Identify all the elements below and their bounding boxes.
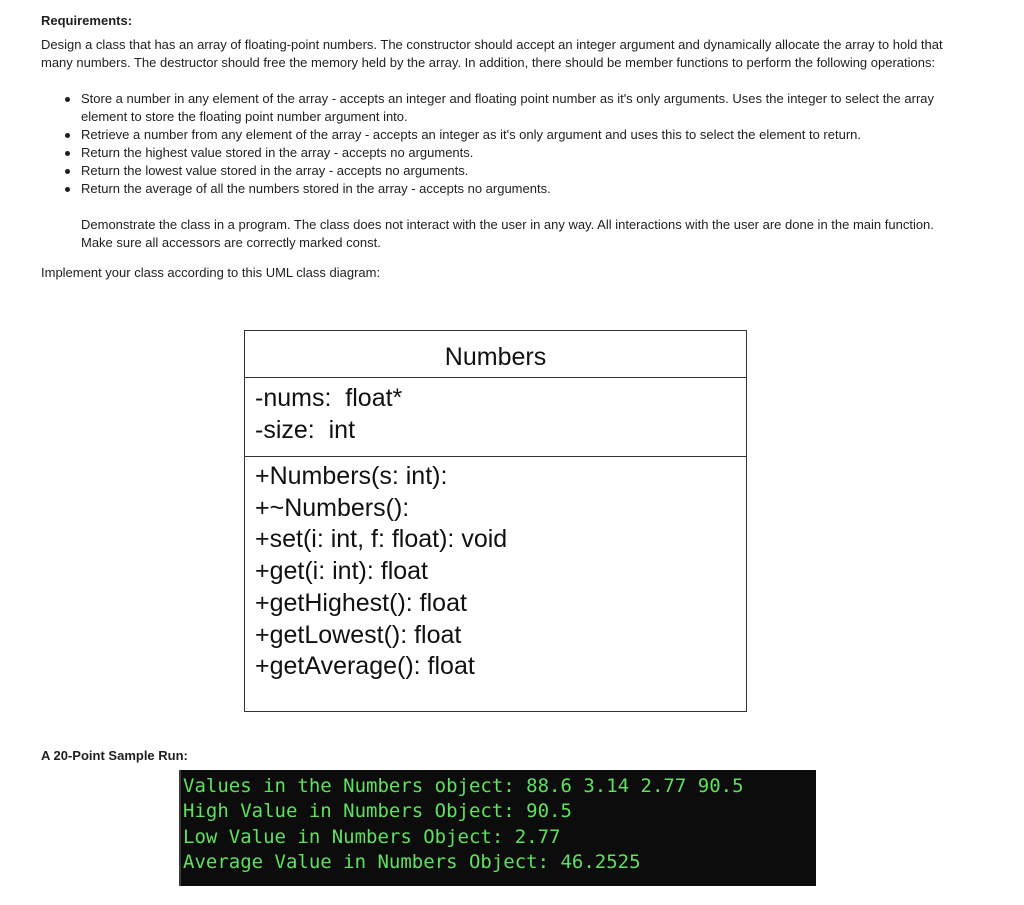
operations-list [41,90,951,198]
uml-class-diagram [244,330,747,712]
uml-operation: +getHighest(): float [255,588,467,617]
uml-operation: +Numbers(s: int): [255,462,448,490]
uml-operation: +getLowest(): float [255,620,462,649]
uml-operation: +getAverage(): float [255,652,475,681]
list-item: Return the highest value stored in the array - accepts no arguments. [41,144,951,162]
uml-operation: +set(i: int, f: float): void [255,525,508,554]
list-item: Return the lowest value stored in the array - accepts no arguments. [41,162,951,180]
uml-operation: +~Numbers(): [255,493,410,522]
terminal-line: Values in the Numbers object: 88.6 3.14 2.77 90.5 [183,775,744,797]
implement-paragraph: Implement your class according to this UML class diagram: [41,265,381,280]
demonstrate-paragraph: Demonstrate the class in a program. The class does not interact with the user in any way. All interactions with the user are done in the main function. Make sure all accessors are correctly marked const. [81,217,934,250]
requirements-intro: Design a class that has an array of floating-point numbers. The constructor should accept an integer argument and dynamically allocate the array to hold that many numbers. The destructor should free the memory held by the array. In addition, there should be member functions to perform the following operations: [41,37,943,70]
requirements-heading: Requirements: [41,13,133,28]
uml-class-name: Numbers [245,331,746,378]
list-item: Retrieve a number from any element of the array - accepts an integer as it's only argument and uses this to select the element to return. [41,126,951,144]
sample-run-label: A 20-Point Sample Run: [41,748,188,763]
list-item: Store a number in any element of the array - accepts an integer and floating point number as it's only arguments. Uses the integer to select the array element to store the floating point number argument into. [41,90,951,126]
uml-attributes [245,378,746,457]
terminal-output [179,770,816,886]
list-item: Return the average of all the numbers stored in the array - accepts no arguments. [41,180,951,198]
requirements-section [41,12,951,282]
terminal-line: High Value in Numbers Object: 90.5 [183,800,572,823]
uml-attribute: -nums: float* [255,384,403,412]
uml-operations [245,457,746,683]
uml-attribute: -size: int [255,416,356,444]
terminal-line: Low Value in Numbers Object: 2.77 [183,825,561,848]
uml-operation: +get(i: int): float [255,557,428,586]
terminal-line: Average Value in Numbers Object: 46.2525 [183,850,641,873]
